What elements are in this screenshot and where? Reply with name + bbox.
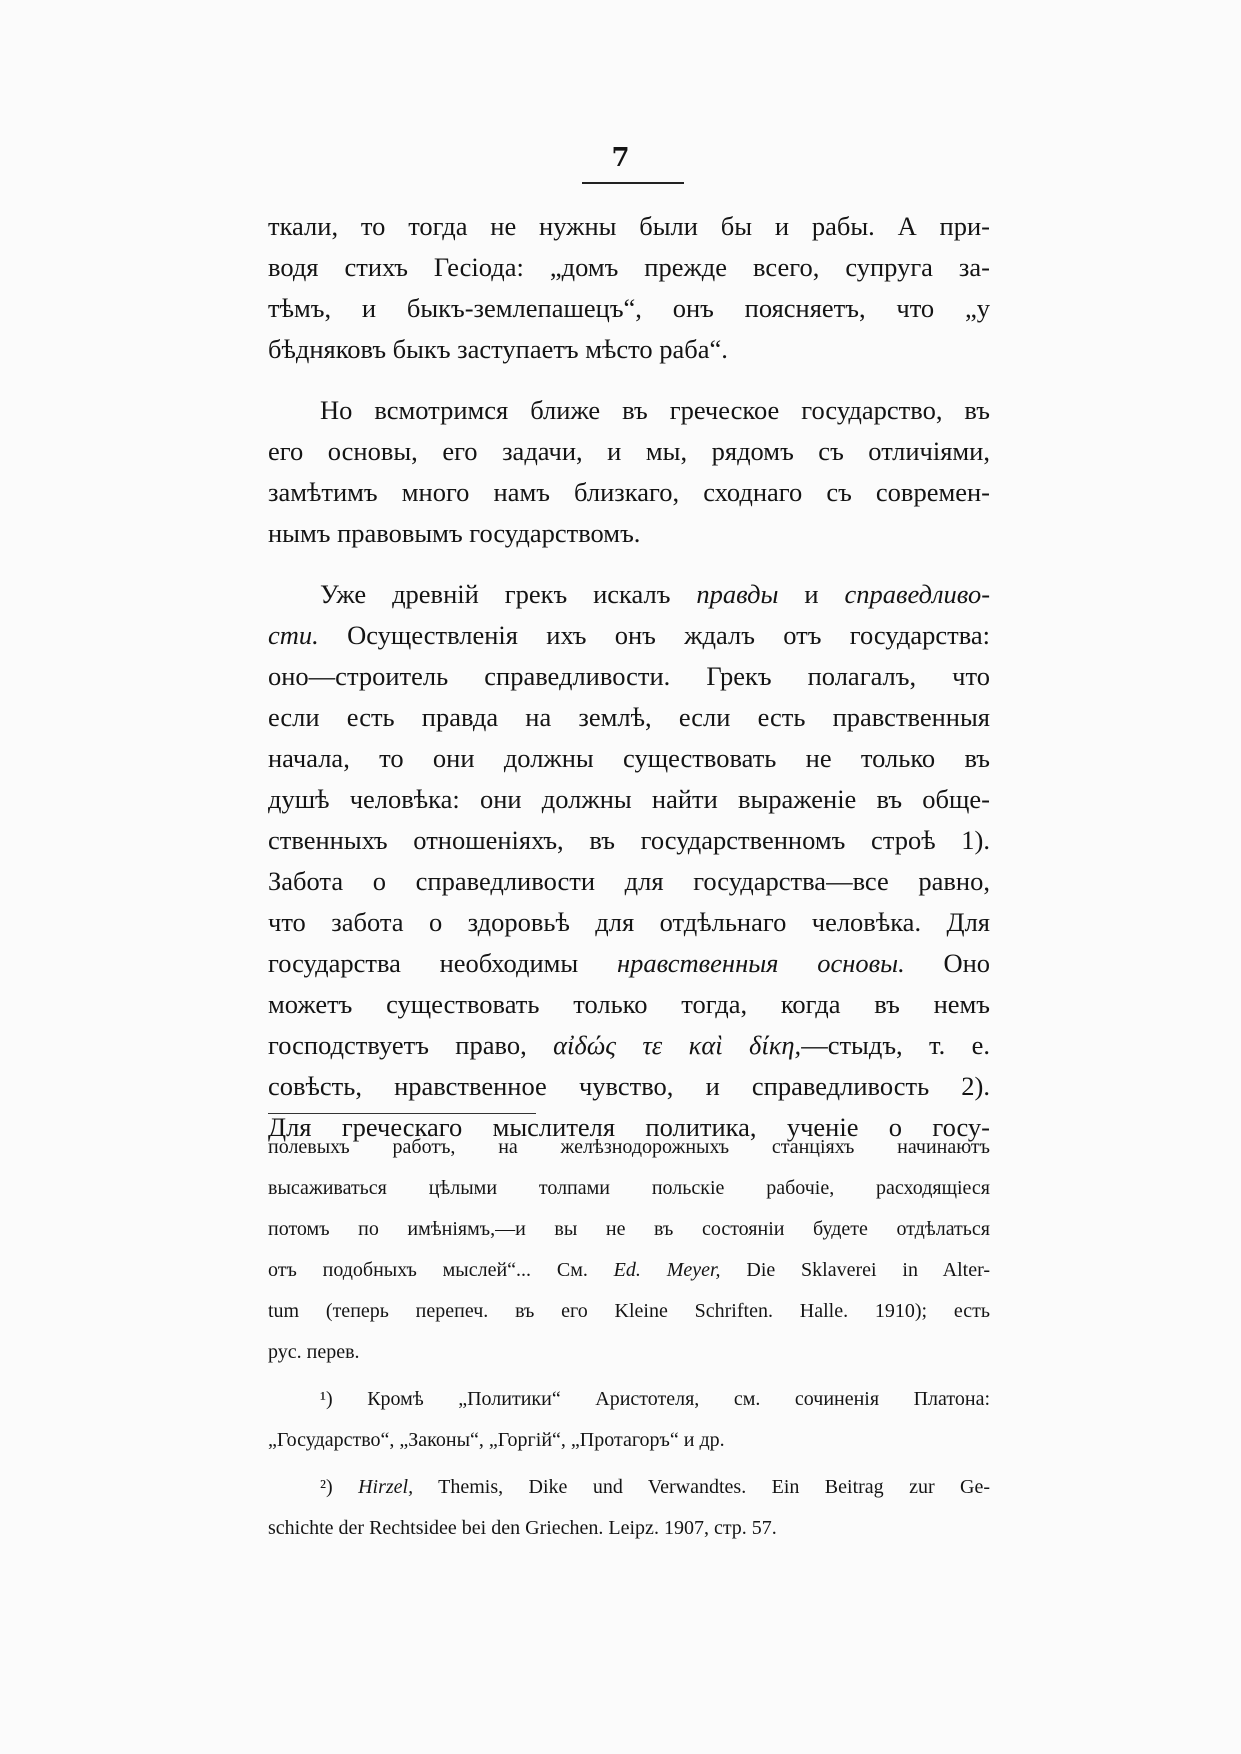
footnote-line: schichte der Rechtsidee bei den Griechen. Leipz. 1907, стр. 57. (268, 1517, 777, 1539)
footnotes (268, 1133, 990, 1555)
emphasis: нравственныя основы. (616, 948, 905, 978)
text-line: совѣсть, нравственное чувство, и справедливость 2). (268, 1071, 990, 1101)
text-line: Уже древній грекъ искалъ правды и справедливо- (320, 579, 991, 609)
text-line: нымъ правовымъ государствомъ. (268, 518, 641, 548)
footnote-line: полевыхъ работъ, на желѣзнодорожныхъ станціяхъ начинаютъ (268, 1136, 990, 1158)
text-line: водя стихъ Гесіода: „домъ прежде всего, супруга за- (268, 252, 990, 282)
text-line: душѣ человѣка: они должны найти выраженіе въ обще- (268, 784, 990, 814)
text-line: начала, то они должны существовать не только въ (268, 743, 990, 773)
footnote-line: tum (теперь перепеч. въ его Kleine Schriften. Halle. 1910); есть (268, 1300, 990, 1322)
emphasis: справедливо- (844, 579, 991, 609)
text-line: Для греческаго мыслителя политика, ученіе о госу- (268, 1112, 990, 1142)
text-line: государства необходимы нравственныя основы. Оно (268, 948, 991, 978)
footnote-line: „Государство“, „Законы“, „Горгій“, „Протагоръ“ и др. (268, 1429, 725, 1451)
author-name: Hirzel, (358, 1476, 414, 1498)
footnote-1: ¹) Кромѣ „Политики“ Аристотеля, см. сочиненія Платона: (320, 1388, 990, 1410)
emphasis: сти. (268, 620, 319, 650)
greek-quote: αἰδώς τε καὶ δίκη, (553, 1030, 802, 1060)
emphasis: правды (696, 579, 779, 609)
text-line: бѣдняковъ быкъ заступаетъ мѣсто раба“. (268, 334, 728, 364)
page-number-rule (582, 182, 684, 184)
footnote-separator (268, 1113, 536, 1114)
text-line: Но всмотримся ближе въ греческое государство, въ (320, 395, 990, 425)
footnote-line: высаживаться цѣлыми толпами польскіе рабочіе, расходящіеся (268, 1177, 990, 1199)
text-line: замѣтимъ много намъ близкаго, сходнаго съ современ- (268, 477, 990, 507)
text-line: ственныхъ отношеніяхъ, въ государственномъ строѣ 1). (268, 825, 990, 855)
page-number: 7 (611, 143, 630, 173)
text-line: его основы, его задачи, и мы, рядомъ съ отличіями, (268, 436, 990, 466)
text-line: что забота о здоровьѣ для отдѣльнаго человѣка. Для (268, 907, 990, 937)
text-line: оно—строитель справедливости. Грекъ полагалъ, что (268, 661, 990, 691)
footnote-line: отъ подобныхъ мыслей“... См. Ed. Meyer, Die Sklaverei in Alter- (268, 1259, 991, 1281)
footnote-line: рус. перев. (268, 1341, 360, 1363)
text-line: тѣмъ, и быкъ-землепашецъ“, онъ поясняетъ, что „у (268, 293, 990, 323)
main-text (268, 206, 990, 1148)
footnote-2: ²) Hirzel, Themis, Dike und Verwandtes. Ein Beitrag zur Ge- (320, 1476, 991, 1498)
text-line: господствуетъ право, αἰδώς τε καὶ δίκη,—стыдъ, т. е. (268, 1030, 991, 1060)
text-line: Забота о справедливости для государства—все равно, (268, 866, 990, 896)
text-line: можетъ существовать только тогда, когда въ немъ (268, 989, 990, 1019)
text-line: если есть правда на землѣ, если есть правственныя (268, 702, 990, 732)
text-line: сти. Осуществленія ихъ онъ ждалъ отъ государства: (268, 620, 990, 650)
text-line: ткали, то тогда не нужны были бы и рабы. А при- (268, 211, 990, 241)
footnote-line: потомъ по имѣніямъ,—и вы не въ состояніи будете отдѣлаться (268, 1218, 990, 1240)
author-name: Ed. Meyer, (613, 1259, 721, 1281)
